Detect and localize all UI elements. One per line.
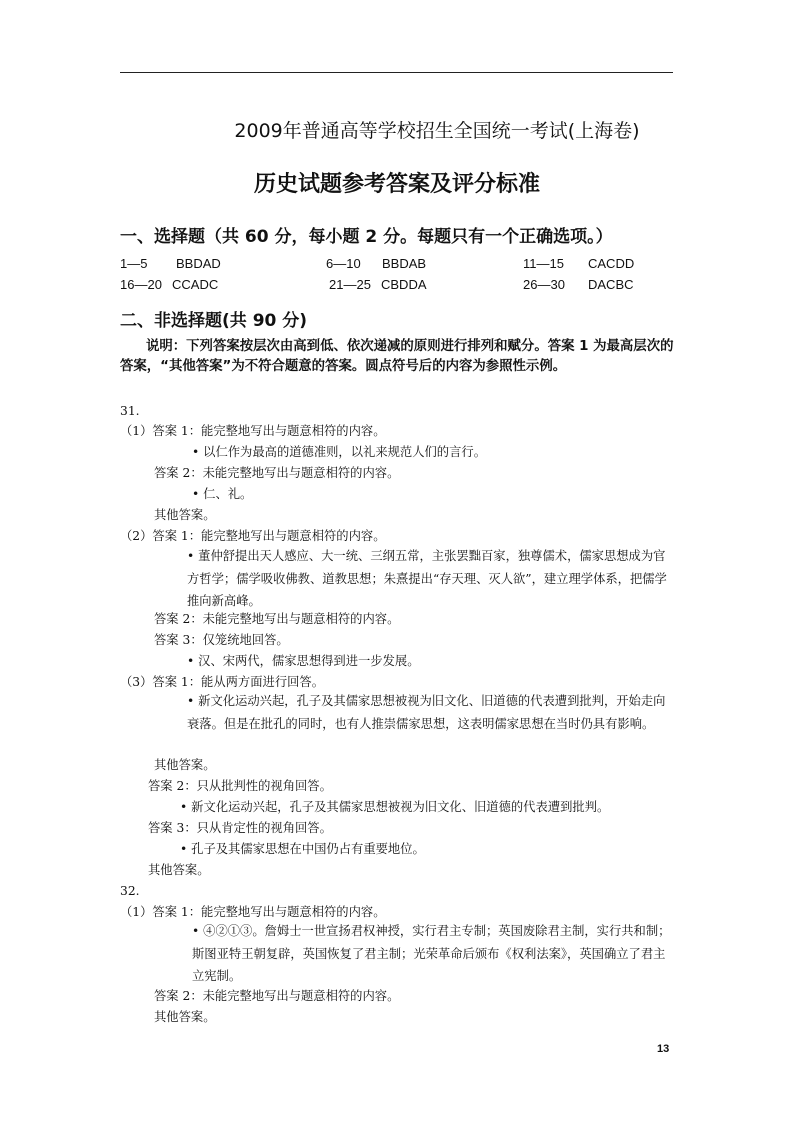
document-subtitle: 历史试题参考答案及评分标准 — [253, 172, 540, 197]
question-31-number: 31. — [120, 404, 140, 418]
question-32-number: 32. — [120, 884, 140, 898]
section-2-heading: 二、非选择题(共 90 分) — [120, 311, 308, 331]
section-1-heading: 一、选择题（共 60 分，每小题 2 分。每题只有一个正确选项。） — [120, 227, 613, 247]
answer-range: 26—30 — [523, 277, 565, 292]
answer-example: • 新文化运动兴起，孔子及其儒家思想被视为旧文化、旧道德的代表遭到批判，开始走向衰落。但是在批孔的同时，也有人推崇儒家思想，这表明儒家思想在当时仍具有影响。 — [187, 694, 666, 731]
answer-range: 16—20 — [120, 277, 162, 292]
answer-range: 6—10 — [326, 256, 361, 271]
header-rule — [120, 72, 673, 73]
page-number: 13 — [657, 1043, 670, 1055]
answer-letters: DACBC — [588, 277, 634, 292]
scoring-note: 说明：下列答案按层次由高到低、依次递减的原则进行排列和赋分。答案 1 为最高层次的答案，“其他答案”为不符合题意的答案。圆点符号后的内容为参照性示例。 — [120, 339, 674, 374]
answer-level: （1）答案 1：能完整地写出与题意相符的内容。 — [120, 424, 386, 438]
answer-example: • 新文化运动兴起，孔子及其儒家思想被视为旧文化、旧道德的代表遭到批判。 — [180, 800, 610, 814]
answer-range: 21—25 — [329, 277, 371, 292]
answer-letters: CBDDA — [381, 277, 427, 292]
answer-level: （1）答案 1：能完整地写出与题意相符的内容。 — [120, 905, 386, 919]
answer-level: 答案 3：只从肯定性的视角回答。 — [148, 821, 332, 835]
answer-letters: BBDAD — [176, 256, 221, 271]
other-answer: 其他答案。 — [148, 863, 210, 877]
answer-level: 答案 2：未能完整地写出与题意相符的内容。 — [154, 989, 400, 1003]
answer-example: • 仁、礼。 — [192, 487, 253, 501]
answer-range: 1—5 — [120, 256, 148, 271]
answer-example: • ④②①③。詹姆士一世宣扬君权神授，实行君主专制；英国废除君主制，实行共和制；斯图亚特王朝复辟，英国恢复了君主制；光荣革命后颁布《权利法案》，英国确立了君主立宪制。 — [192, 924, 671, 983]
answer-example: • 董仲舒提出天人感应、大一统、三纲五常，主张罢黜百家，独尊儒术，儒家思想成为官方哲学；儒学吸收佛教、道教思想；朱熹提出“存天理、灭人欲”，建立理学体系，把儒学推向新高峰。 — [187, 549, 667, 608]
answer-example: • 孔子及其儒家思想在中国仍占有重要地位。 — [180, 842, 425, 856]
answer-level: 答案 3：仅笼统地回答。 — [154, 633, 289, 647]
answer-range: 11—15 — [523, 256, 564, 271]
answer-level: 答案 2：只从批判性的视角回答。 — [148, 779, 332, 793]
exam-title: 2009年普通高等学校招生全国统一考试(上海卷) — [234, 120, 640, 142]
other-answer: 其他答案。 — [154, 1010, 216, 1024]
answer-level: 答案 2：未能完整地写出与题意相符的内容。 — [154, 612, 400, 626]
answer-level: 答案 2：未能完整地写出与题意相符的内容。 — [154, 466, 400, 480]
answer-letters: CCADC — [172, 277, 219, 292]
answer-letters: BBDAB — [382, 256, 427, 271]
other-answer: 其他答案。 — [154, 758, 216, 772]
answer-level: （2）答案 1：能完整地写出与题意相符的内容。 — [120, 529, 386, 543]
answer-letters: CACDD — [588, 256, 635, 271]
answer-example: • 汉、宋两代，儒家思想得到进一步发展。 — [187, 654, 420, 668]
answer-example: • 以仁作为最高的道德准则，以礼来规范人们的言行。 — [192, 445, 486, 459]
answer-level: （3）答案 1：能从两方面进行回答。 — [120, 675, 325, 689]
other-answer: 其他答案。 — [154, 508, 216, 522]
